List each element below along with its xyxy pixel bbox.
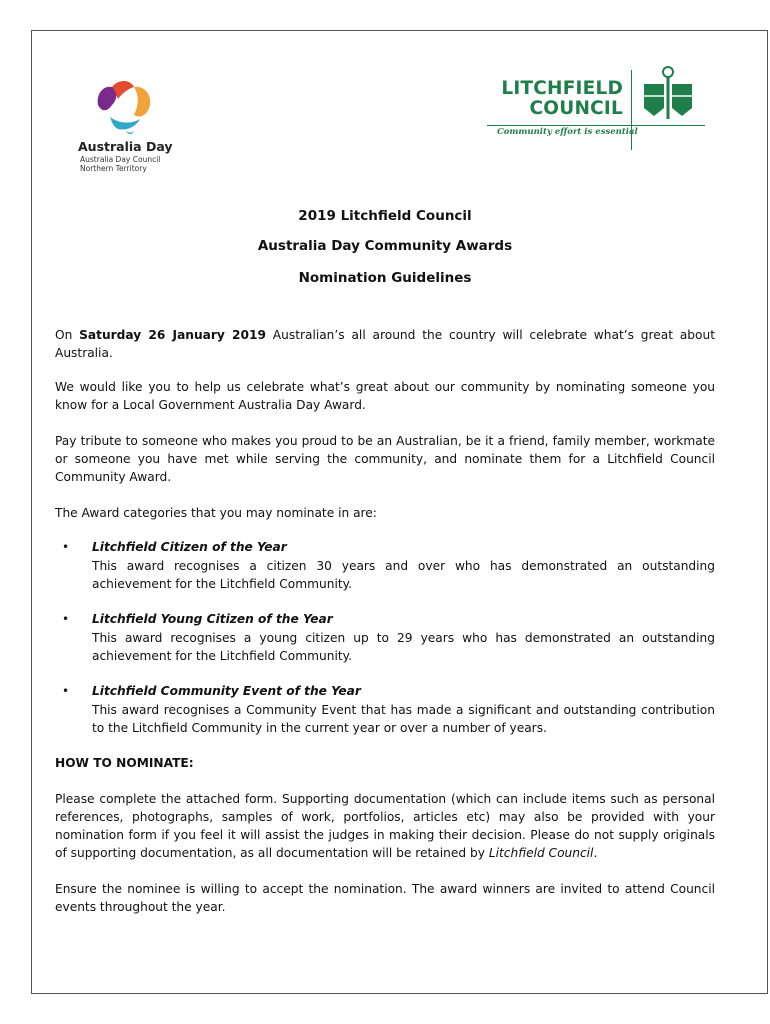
how-to-paragraph-2: Ensure the nominee is willing to accept the nomination. The award winners are invited to attend Council events throughout the year.: [55, 882, 715, 914]
how-to-paragraph-1: [55, 790, 715, 862]
australia-day-sub-line2: Northern Territory: [80, 164, 147, 173]
document-title-line2: Australia Day Community Awards: [257, 238, 513, 254]
litchfield-council-name: [493, 79, 623, 119]
document-title-line1: 2019 Litchfield Council: [298, 208, 472, 224]
category-title: Litchfield Citizen of the Year: [92, 540, 287, 554]
how-to-nominate-heading: HOW TO NOMINATE:: [55, 756, 194, 770]
logo-divider-horizontal: [487, 125, 705, 126]
category-title: Litchfield Community Event of the Year: [92, 684, 361, 698]
council-emblem-icon: [638, 64, 698, 124]
intro-paragraph-4: The Award categories that you may nominate in are:: [55, 506, 377, 520]
litchfield-name-line2: COUNCIL: [529, 98, 623, 119]
intro-paragraph-1: [55, 326, 715, 362]
australia-day-sub-line1: Australia Day Council: [80, 155, 161, 164]
litchfield-council-logo: [485, 62, 710, 152]
category-title: Litchfield Young Citizen of the Year: [92, 612, 333, 626]
logo-divider-vertical: [631, 70, 632, 150]
litchfield-tagline: Community effort is essential: [497, 127, 638, 137]
bullet-icon: •: [62, 612, 70, 626]
litchfield-name-line1: LITCHFIELD: [501, 78, 623, 99]
australia-day-subtitle: [80, 155, 160, 173]
intro-p1-date: Saturday 26 January 2019: [79, 328, 266, 342]
category-description: This award recognises a citizen 30 years and over who has demonstrated an outstanding achievement for the Litchfield Community.: [92, 559, 715, 591]
category-description: This award recognises a young citizen up to 29 years who has demonstrated an outstanding achievement for the Litchfield Community.: [92, 631, 715, 663]
category-description: This award recognises a Community Event that has made a significant and outstanding contribution to the Litchfield Community in the current year or over a number of years.: [92, 703, 715, 735]
how-to-p1-end: .: [593, 846, 598, 860]
australia-day-logo: [50, 65, 190, 190]
intro-p1-pre: On: [55, 328, 80, 342]
australia-map-icon: [88, 75, 158, 137]
bullet-icon: •: [62, 540, 70, 554]
intro-paragraph-2: We would like you to help us celebrate what’s great about our community by nominating someone you know for a Local Government Australia Day Award.: [55, 380, 715, 412]
document-title-line3: Nomination Guidelines: [298, 270, 472, 286]
intro-p1-post: Australian’s all around the country will celebrate what’s great about Australia.: [55, 328, 716, 360]
bullet-icon: •: [62, 684, 70, 698]
how-to-p1-main: Please complete the attached form. Supporting documentation (which can include items such as personal references, photographs, samples of work, portfolios, articles etc) may also be provided with your nomination form if you feel it will assist the judges in making their decision. Please do not supply originals of supporting documentation, as all documentation will be retained by: [55, 792, 715, 860]
how-to-p1-italic: Litchfield Council: [488, 846, 594, 860]
australia-day-title: Australia Day: [78, 139, 173, 154]
intro-paragraph-3: Pay tribute to someone who makes you proud to be an Australian, be it a friend, family member, workmate or someone you have met while serving the community, and nominate them for a Litchfield Council Community Award.: [55, 434, 715, 484]
